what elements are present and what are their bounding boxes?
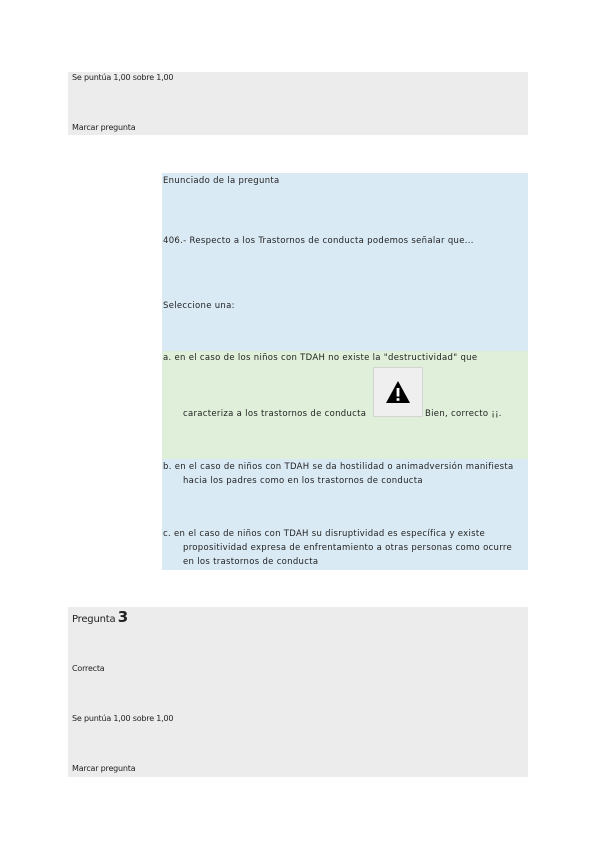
warning-icon <box>385 380 411 404</box>
answer-b-line1: b. en el caso de niños con TDAH se da hostilidad o animadversión manifiesta <box>163 462 514 472</box>
answer-a-feedback: Bien, correcto ¡¡. <box>425 409 502 419</box>
feedback-icon-box <box>373 367 423 417</box>
answer-option-b[interactable] <box>162 459 528 515</box>
question-status: Correcta <box>72 664 105 673</box>
flag-question-link[interactable]: Marcar pregunta <box>72 764 136 773</box>
answer-a-line1: a. en el caso de los niños con TDAH no existe la "destructividad" que <box>163 353 478 363</box>
answer-c-line3: en los trastornos de conducta <box>183 557 319 567</box>
answer-c-line1: c. en el caso de niños con TDAH su disruptividad es específica y existe <box>163 529 486 539</box>
answer-c-line2: propositividad expresa de enfrentamiento a otras personas como ocurre <box>183 543 513 553</box>
question-number: 3 <box>117 608 128 626</box>
score-text: Se puntúa 1,00 sobre 1,00 <box>72 714 174 723</box>
question-label: Pregunta <box>72 614 116 625</box>
question-statement: 406.- Respecto a los Trastornos de conducta podemos señalar que... <box>163 236 474 246</box>
question-heading: Enunciado de la pregunta <box>163 176 280 186</box>
answer-option-a[interactable] <box>162 351 528 459</box>
answer-a-line2: caracteriza a los trastornos de conducta <box>183 409 367 419</box>
score-text: Se puntúa 1,00 sobre 1,00 <box>72 73 174 82</box>
answer-b-line2: hacia los padres como en los trastornos de conducta <box>183 476 423 486</box>
select-one-prompt: Seleccione una: <box>163 301 235 311</box>
question-2-info <box>68 72 528 135</box>
answer-option-c[interactable] <box>162 515 528 570</box>
question-3-title <box>72 608 128 626</box>
question-3-info <box>68 607 528 777</box>
question-text-block <box>162 173 528 351</box>
flag-question-link[interactable]: Marcar pregunta <box>72 123 136 132</box>
